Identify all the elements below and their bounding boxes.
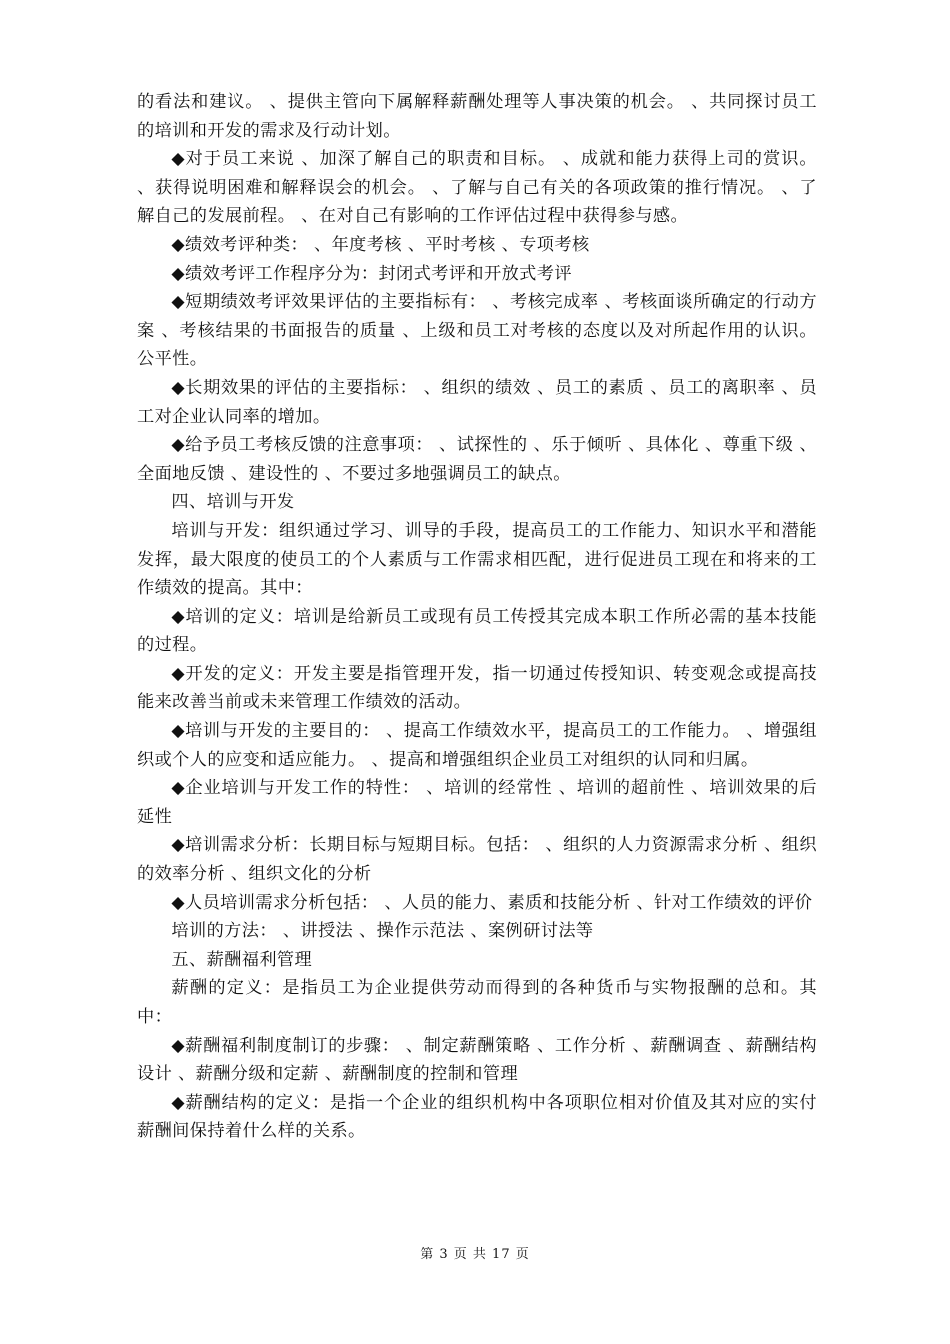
section-heading-compensation: 五、薪酬福利管理	[171, 949, 313, 970]
paragraph-1: ◆对于员工来说 、加深了解自己的职责和目标。 、成就和能力获得上司的赏识。 、获得说明困难和解释误会的机会。 、了解与自己有关的各项政策的推行情况。 、了解自己的发展前程。 、在对自己有影响的工作评估过程中获得参与感。	[137, 149, 817, 227]
paragraph-6: ◆给予员工考核反馈的注意事项： 、试探性的 、乐于倾听 、具体化 、尊重下级 、全面地反馈 、建设性的 、不要过多地强调员工的缺点。	[137, 435, 817, 484]
page-footer: 第 3 页 共 17 页	[420, 1247, 530, 1262]
paragraph-19: ◆薪酬结构的定义：是指一个企业的组织机构中各项职位相对价值及其对应的实付薪酬间保持着什么样的关系。	[137, 1092, 817, 1142]
paragraph-14: ◆人员培训需求分析包括： 、人员的能力、素质和技能分析 、针对工作绩效的评价	[171, 892, 813, 913]
paragraph-2: ◆绩效考评种类： 、年度考核 、平时考核 、专项考核	[171, 234, 590, 255]
section-heading-training: 四、培训与开发	[171, 492, 295, 513]
paragraph-13: ◆培训需求分析：长期目标与短期目标。包括： 、组织的人力资源需求分析 、组织的效率分析 、组织文化的分析	[137, 835, 817, 885]
paragraph-5: ◆长期效果的评估的主要指标： 、组织的绩效 、员工的素质 、员工的离职率 、员工对企业认同率的增加。	[137, 377, 817, 427]
paragraph-10: ◆开发的定义：开发主要是指管理开发，指一切通过传授知识、转变观念或提高技能来改善当前或未来管理工作绩效的活动。	[137, 663, 817, 713]
paragraph-11: ◆培训与开发的主要目的： 、提高工作绩效水平，提高员工的工作能力。 、增强组织或个人的应变和适应能力。 、提高和增强组织企业员工对组织的认同和归属。	[137, 721, 817, 770]
paragraph-0: 的看法和建议。 、提供主管向下属解释薪酬处理等人事决策的机会。 、共同探讨员工的培训和开发的需求及行动计划。	[137, 92, 817, 141]
document-body	[137, 88, 817, 1146]
paragraph-17: 薪酬的定义：是指员工为企业提供劳动而得到的各种货币与实物报酬的总和。其中：	[137, 978, 817, 1027]
paragraph-12: ◆企业培训与开发工作的特性： 、培训的经常性 、培训的超前性 、培训效果的后延性	[137, 778, 817, 827]
paragraph-18: ◆薪酬福利制度制订的步骤： 、制定薪酬策略 、工作分析 、薪酬调查 、薪酬结构设计 、薪酬分级和定薪 、薪酬制度的控制和管理	[137, 1035, 817, 1085]
paragraph-15: 培训的方法： 、讲授法 、操作示范法 、案例研讨法等	[171, 921, 594, 942]
paragraph-4: ◆短期绩效考评效果评估的主要指标有： 、考核完成率 、考核面谈所确定的行动方案 、考核结果的书面报告的质量 、上级和员工对考核的态度以及对所起作用的认识。 公平性。	[137, 292, 817, 370]
paragraph-8: 培训与开发：组织通过学习、训导的手段，提高员工的工作能力、知识水平和潜能发挥，最大限度的使员工的个人素质与工作需求相匹配，进行促进员工现在和将来的工作绩效的提高。其中：	[137, 520, 817, 599]
paragraph-3: ◆绩效考评工作程序分为：封闭式考评和开放式考评	[171, 263, 572, 284]
paragraph-9: ◆培训的定义：培训是给新员工或现有员工传授其完成本职工作所必需的基本技能的过程。	[137, 606, 817, 656]
